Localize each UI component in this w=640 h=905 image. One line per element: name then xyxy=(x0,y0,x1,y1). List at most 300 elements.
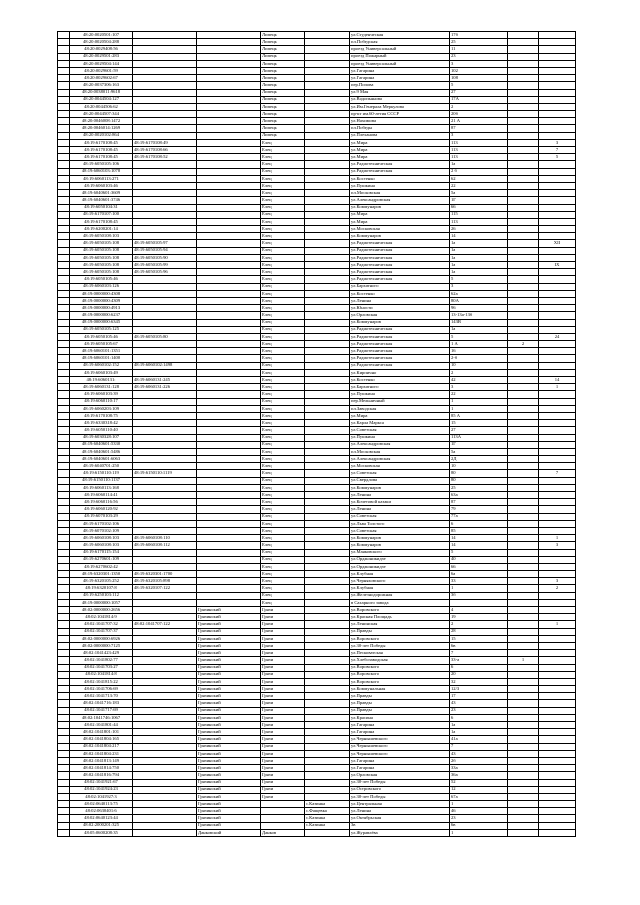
table-row xyxy=(58,456,576,463)
apartment-cell xyxy=(539,484,576,491)
building-cell xyxy=(508,743,539,750)
room-cadastral-number-cell xyxy=(133,39,197,46)
house-cell: 2 xyxy=(450,369,508,376)
cadastral-number-cell: 48:19:6050105:67 xyxy=(70,341,133,348)
row-number-cell xyxy=(58,290,70,297)
cadastral-number-cell: 48:20:0037306:163 xyxy=(70,82,133,89)
room-cadastral-number-cell xyxy=(133,779,197,786)
house-cell: 1 xyxy=(450,405,508,412)
cadastral-number-cell: 48:19:6170115:154 xyxy=(70,549,133,556)
cadastral-number-cell: 48:19:6250103:112 xyxy=(70,592,133,599)
house-cell: 115 xyxy=(450,211,508,218)
cadastral-number-cell: 48:20:0044507:344 xyxy=(70,111,133,118)
table-row xyxy=(58,801,576,808)
table-row xyxy=(58,254,576,261)
house-cell: 22 xyxy=(450,182,508,189)
settlement-cell xyxy=(305,362,350,369)
settlement-cell xyxy=(305,53,350,60)
district-cell xyxy=(197,420,261,427)
district-cell: Грязинский xyxy=(197,729,261,736)
room-cadastral-number-cell xyxy=(133,657,197,664)
room-cadastral-number-cell: 48:19:6150110:1119 xyxy=(133,470,197,477)
cadastral-number-cell: 48:02:0000000:7125 xyxy=(70,642,133,649)
table-row xyxy=(58,664,576,671)
house-cell: 14 xyxy=(450,542,508,549)
row-number-cell xyxy=(58,628,70,635)
row-number-cell xyxy=(58,707,70,714)
apartment-cell xyxy=(539,499,576,506)
building-cell xyxy=(508,204,539,211)
city-cell: Елец xyxy=(261,578,305,585)
building-cell xyxy=(508,642,539,649)
table-row xyxy=(58,470,576,477)
house-cell: 87 xyxy=(450,499,508,506)
building-cell xyxy=(508,628,539,635)
room-cadastral-number-cell xyxy=(133,743,197,750)
street-cell: пл.Победская xyxy=(350,39,450,46)
row-number-cell xyxy=(58,154,70,161)
room-cadastral-number-cell xyxy=(133,448,197,455)
city-cell: Елец xyxy=(261,441,305,448)
district-cell xyxy=(197,46,261,53)
settlement-cell xyxy=(305,484,350,491)
settlement-cell xyxy=(305,765,350,772)
city-cell: Липецк xyxy=(261,103,305,110)
settlement-cell xyxy=(305,111,350,118)
cadastral-number-cell: 48:19:6320301:1350 xyxy=(70,571,133,578)
cadastral-number-cell: 48:20:0029602:67 xyxy=(70,75,133,82)
city-cell: Елец xyxy=(261,571,305,578)
city-cell: Елец xyxy=(261,369,305,376)
house-cell: 40 xyxy=(450,556,508,563)
city-cell: Елец xyxy=(261,154,305,161)
row-number-cell xyxy=(58,822,70,829)
apartment-cell xyxy=(539,729,576,736)
street-cell: ул.Воровского xyxy=(350,607,450,614)
settlement-cell xyxy=(305,441,350,448)
district-cell: Грязинский xyxy=(197,693,261,700)
apartment-cell: 1 xyxy=(539,384,576,391)
house-cell: 108 xyxy=(450,75,508,82)
row-number-cell xyxy=(58,39,70,46)
house-cell: 22 xyxy=(450,391,508,398)
house-cell: 1а xyxy=(450,722,508,729)
apartment-cell xyxy=(539,312,576,319)
house-cell: 5а xyxy=(450,190,508,197)
table-row xyxy=(58,218,576,225)
table-row xyxy=(58,89,576,96)
settlement-cell xyxy=(305,571,350,578)
room-cadastral-number-cell xyxy=(133,67,197,74)
apartment-cell xyxy=(539,448,576,455)
district-cell: Грязинский xyxy=(197,772,261,779)
building-cell xyxy=(508,75,539,82)
room-cadastral-number-cell xyxy=(133,89,197,96)
district-cell xyxy=(197,441,261,448)
apartment-cell xyxy=(539,305,576,312)
city-cell: Грязи xyxy=(261,772,305,779)
row-number-cell xyxy=(58,297,70,304)
house-cell: 102 xyxy=(450,67,508,74)
apartment-cell xyxy=(539,118,576,125)
house-cell: 1 xyxy=(450,585,508,592)
room-cadastral-number-cell xyxy=(133,693,197,700)
building-cell: 1 xyxy=(508,657,539,664)
house-cell: 41а xyxy=(450,736,508,743)
table-row xyxy=(58,571,576,578)
house-cell: 27 xyxy=(450,427,508,434)
city-cell: Елец xyxy=(261,542,305,549)
cadastral-number-cell: 48:20:0020501:107 xyxy=(70,32,133,39)
street-cell: пр-кт им.60-летия СССР xyxy=(350,111,450,118)
room-cadastral-number-cell xyxy=(133,391,197,398)
apartment-cell xyxy=(539,527,576,534)
building-cell xyxy=(508,772,539,779)
row-number-cell xyxy=(58,700,70,707)
table-row xyxy=(58,75,576,82)
row-number-cell xyxy=(58,75,70,82)
settlement-cell xyxy=(305,125,350,132)
apartment-cell xyxy=(539,427,576,434)
table-row xyxy=(58,190,576,197)
table-row xyxy=(58,808,576,815)
city-cell: Елец xyxy=(261,384,305,391)
city-cell: Липецк xyxy=(261,132,305,139)
city-cell: Елец xyxy=(261,492,305,499)
cadastral-number-cell: 48:19:6060113:168 xyxy=(70,484,133,491)
city-cell: Грязи xyxy=(261,743,305,750)
street-cell: ул.Радиотехническая xyxy=(350,269,450,276)
table-row xyxy=(58,46,576,53)
cadastral-number-cell: 48:19:6070102:109 xyxy=(70,527,133,534)
row-number-cell xyxy=(58,463,70,470)
district-cell: Грязинский xyxy=(197,607,261,614)
table-row xyxy=(58,635,576,642)
street-cell: ул.Московская xyxy=(350,463,450,470)
city-cell: Елец xyxy=(261,139,305,146)
room-cadastral-number-cell xyxy=(133,211,197,218)
row-number-cell xyxy=(58,693,70,700)
city-cell: Липецк xyxy=(261,53,305,60)
row-number-cell xyxy=(58,103,70,110)
settlement-cell xyxy=(305,463,350,470)
building-cell xyxy=(508,89,539,96)
table-row xyxy=(58,67,576,74)
street-cell: ул.Коммунаров xyxy=(350,542,450,549)
district-cell xyxy=(197,197,261,204)
building-cell xyxy=(508,154,539,161)
room-cadastral-number-cell xyxy=(133,549,197,556)
settlement-cell xyxy=(305,506,350,513)
room-cadastral-number-cell xyxy=(133,118,197,125)
cadastral-number-cell: 48:19:6170108:45 xyxy=(70,218,133,225)
street-cell: ул.Октябрьская xyxy=(350,815,450,822)
apartment-cell xyxy=(539,700,576,707)
district-cell: Грязинский xyxy=(197,657,261,664)
street-cell: ул.Плеханова xyxy=(350,132,450,139)
district-cell: Грязинский xyxy=(197,707,261,714)
table-row xyxy=(58,60,576,67)
table-row xyxy=(58,111,576,118)
table-row xyxy=(58,714,576,721)
district-cell xyxy=(197,125,261,132)
district-cell: Грязинский xyxy=(197,614,261,621)
district-cell xyxy=(197,111,261,118)
settlement-cell xyxy=(305,779,350,786)
cadastral-number-cell: 48:19:0000000:1057 xyxy=(70,599,133,606)
district-cell xyxy=(197,262,261,269)
building-cell xyxy=(508,757,539,764)
house-cell: 80 xyxy=(450,470,508,477)
street-cell: ул.Пушкина xyxy=(350,434,450,441)
cadastral-number-cell: 48:02:1041813:149 xyxy=(70,757,133,764)
street-cell: ул.Островского xyxy=(350,786,450,793)
street-cell: ул.Мира xyxy=(350,211,450,218)
district-cell xyxy=(197,326,261,333)
row-number-cell xyxy=(58,535,70,542)
cadastral-number-cell: 48:19:0000000:4309 xyxy=(70,297,133,304)
building-cell xyxy=(508,46,539,53)
district-cell: Грязинский xyxy=(197,664,261,671)
table-row xyxy=(58,32,576,39)
apartment-cell xyxy=(539,772,576,779)
apartment-cell xyxy=(539,348,576,355)
city-cell: Елец xyxy=(261,463,305,470)
building-cell xyxy=(508,722,539,729)
row-number-cell xyxy=(58,283,70,290)
house-cell xyxy=(450,599,508,606)
settlement-cell xyxy=(305,398,350,405)
row-number-cell xyxy=(58,175,70,182)
row-number-cell xyxy=(58,592,70,599)
building-cell xyxy=(508,563,539,570)
cadastral-number-cell: 48:19:6060114:41 xyxy=(70,492,133,499)
house-cell: 1 xyxy=(450,829,508,836)
city-cell: Грязи xyxy=(261,664,305,671)
city-cell: Грязи xyxy=(261,793,305,800)
district-cell xyxy=(197,513,261,520)
settlement-cell xyxy=(305,312,350,319)
house-cell: 66 xyxy=(450,563,508,570)
house-cell: 1а xyxy=(450,161,508,168)
city-cell: Грязи xyxy=(261,614,305,621)
building-cell xyxy=(508,247,539,254)
district-cell xyxy=(197,82,261,89)
room-cadastral-number-cell xyxy=(133,520,197,527)
cadastral-number-cell: 48:19:6050108:103 xyxy=(70,233,133,240)
building-cell xyxy=(508,348,539,355)
room-cadastral-number-cell xyxy=(133,477,197,484)
district-cell xyxy=(197,542,261,549)
street-cell: ул.Клубная xyxy=(350,571,450,578)
street-cell: ул.Мира xyxy=(350,218,450,225)
row-number-cell xyxy=(58,621,70,628)
settlement-cell xyxy=(305,254,350,261)
settlement-cell xyxy=(305,492,350,499)
city-cell: Грязи xyxy=(261,700,305,707)
district-cell: Грязинский xyxy=(197,700,261,707)
row-number-cell xyxy=(58,492,70,499)
district-cell xyxy=(197,75,261,82)
settlement-cell xyxy=(305,635,350,642)
row-number-cell xyxy=(58,607,70,614)
table-row xyxy=(58,628,576,635)
city-cell xyxy=(261,815,305,822)
table-row xyxy=(58,377,576,384)
street-cell: ул.Ленина xyxy=(350,297,450,304)
city-cell: Грязи xyxy=(261,657,305,664)
city-cell: Елец xyxy=(261,484,305,491)
cadastral-number-cell: 48:19:6060103:1078 xyxy=(70,168,133,175)
apartment-cell xyxy=(539,549,576,556)
district-cell xyxy=(197,470,261,477)
table-row xyxy=(58,118,576,125)
apartment-cell xyxy=(539,75,576,82)
table-row xyxy=(58,82,576,89)
registry-table xyxy=(57,31,576,837)
house-cell: 17А xyxy=(450,96,508,103)
building-cell xyxy=(508,829,539,836)
district-cell xyxy=(197,39,261,46)
house-cell: 80 xyxy=(450,477,508,484)
settlement-cell xyxy=(305,549,350,556)
room-cadastral-number-cell xyxy=(133,182,197,189)
apartment-cell xyxy=(539,46,576,53)
house-cell: 143В xyxy=(450,319,508,326)
apartment-cell xyxy=(539,750,576,757)
building-cell xyxy=(508,520,539,527)
settlement-cell xyxy=(305,621,350,628)
row-number-cell xyxy=(58,470,70,477)
settlement-cell xyxy=(305,671,350,678)
street-cell: ул.Свердлова xyxy=(350,477,450,484)
table-row xyxy=(58,262,576,269)
settlement-cell xyxy=(305,743,350,750)
room-cadastral-number-cell xyxy=(133,801,197,808)
street-cell: ул.9 Мая xyxy=(350,89,450,96)
apartment-cell xyxy=(539,319,576,326)
settlement-cell xyxy=(305,714,350,721)
city-cell: Грязи xyxy=(261,765,305,772)
table-row xyxy=(58,722,576,729)
house-cell: 77а xyxy=(450,513,508,520)
settlement-cell xyxy=(305,772,350,779)
apartment-cell xyxy=(539,168,576,175)
city-cell: Елец xyxy=(261,470,305,477)
table-row xyxy=(58,556,576,563)
street-cell: ул.Московская xyxy=(350,226,450,233)
house-cell: 33-а xyxy=(450,657,508,664)
apartment-cell xyxy=(539,664,576,671)
apartment-cell xyxy=(539,204,576,211)
building-cell xyxy=(508,578,539,585)
table-row xyxy=(58,391,576,398)
street-cell: ул.Воровского xyxy=(350,671,450,678)
house-cell: 1 xyxy=(450,398,508,405)
building-cell xyxy=(508,664,539,671)
table-row xyxy=(58,132,576,139)
house-cell: 6 xyxy=(450,520,508,527)
district-cell xyxy=(197,254,261,261)
district-cell xyxy=(197,456,261,463)
house-cell: 42 xyxy=(450,377,508,384)
cadastral-number-cell: 48:02:1041716:183 xyxy=(70,700,133,707)
city-cell: Елец xyxy=(261,563,305,570)
table-row xyxy=(58,786,576,793)
room-cadastral-number-cell xyxy=(133,276,197,283)
building-cell xyxy=(508,542,539,549)
building-cell xyxy=(508,355,539,362)
district-cell: Грязинский xyxy=(197,750,261,757)
city-cell xyxy=(261,801,305,808)
room-cadastral-number-cell: 48:19:6050105:96 xyxy=(133,269,197,276)
street-cell: ул.Костенко xyxy=(350,175,450,182)
house-cell: 33 xyxy=(450,578,508,585)
city-cell: Грязи xyxy=(261,686,305,693)
settlement-cell xyxy=(305,578,350,585)
cadastral-number-cell: 48:02:1041814:9 xyxy=(70,614,133,621)
row-number-cell xyxy=(58,226,70,233)
house-cell: 25 xyxy=(450,39,508,46)
cadastral-number-cell: 48:19:6170108:45 xyxy=(70,139,133,146)
street-cell: ул.Коммунальная xyxy=(350,686,450,693)
settlement-cell xyxy=(305,154,350,161)
row-number-cell xyxy=(58,204,70,211)
building-cell xyxy=(508,111,539,118)
room-cadastral-number-cell xyxy=(133,312,197,319)
cadastral-number-cell: 48:02:1041801:101 xyxy=(70,729,133,736)
street-cell: ул.Льва Толстого xyxy=(350,520,450,527)
settlement-cell xyxy=(305,377,350,384)
room-cadastral-number-cell xyxy=(133,355,197,362)
settlement-cell xyxy=(305,592,350,599)
city-cell: Елец xyxy=(261,527,305,534)
settlement-cell xyxy=(305,161,350,168)
district-cell xyxy=(197,527,261,534)
apartment-cell xyxy=(539,96,576,103)
building-cell xyxy=(508,700,539,707)
street-cell: ул.Советская xyxy=(350,470,450,477)
settlement-cell xyxy=(305,283,350,290)
house-cell: 1а xyxy=(450,254,508,261)
street-cell: в Сахарного завода xyxy=(350,599,450,606)
settlement-cell xyxy=(305,82,350,89)
building-cell xyxy=(508,786,539,793)
building-cell xyxy=(508,729,539,736)
row-number-cell xyxy=(58,254,70,261)
table-row xyxy=(58,743,576,750)
table-row xyxy=(58,549,576,556)
building-cell xyxy=(508,226,539,233)
table-row xyxy=(58,283,576,290)
cadastral-number-cell: 48:02:1041804:217 xyxy=(70,743,133,750)
row-number-cell xyxy=(58,578,70,585)
room-cadastral-number-cell xyxy=(133,513,197,520)
cadastral-number-cell: 48:19:6170108:45 xyxy=(70,147,133,154)
settlement-cell xyxy=(305,642,350,649)
house-cell: 10 xyxy=(450,362,508,369)
table-row xyxy=(58,448,576,455)
apartment-cell: 14 xyxy=(539,377,576,384)
street-cell: ул.Чернышевского xyxy=(350,750,450,757)
apartment-cell xyxy=(539,463,576,470)
building-cell xyxy=(508,585,539,592)
city-cell: Елец xyxy=(261,398,305,405)
cadastral-number-cell: 48:19:6030328:107 xyxy=(70,434,133,441)
row-number-cell xyxy=(58,412,70,419)
row-number-cell xyxy=(58,132,70,139)
settlement-cell xyxy=(305,628,350,635)
